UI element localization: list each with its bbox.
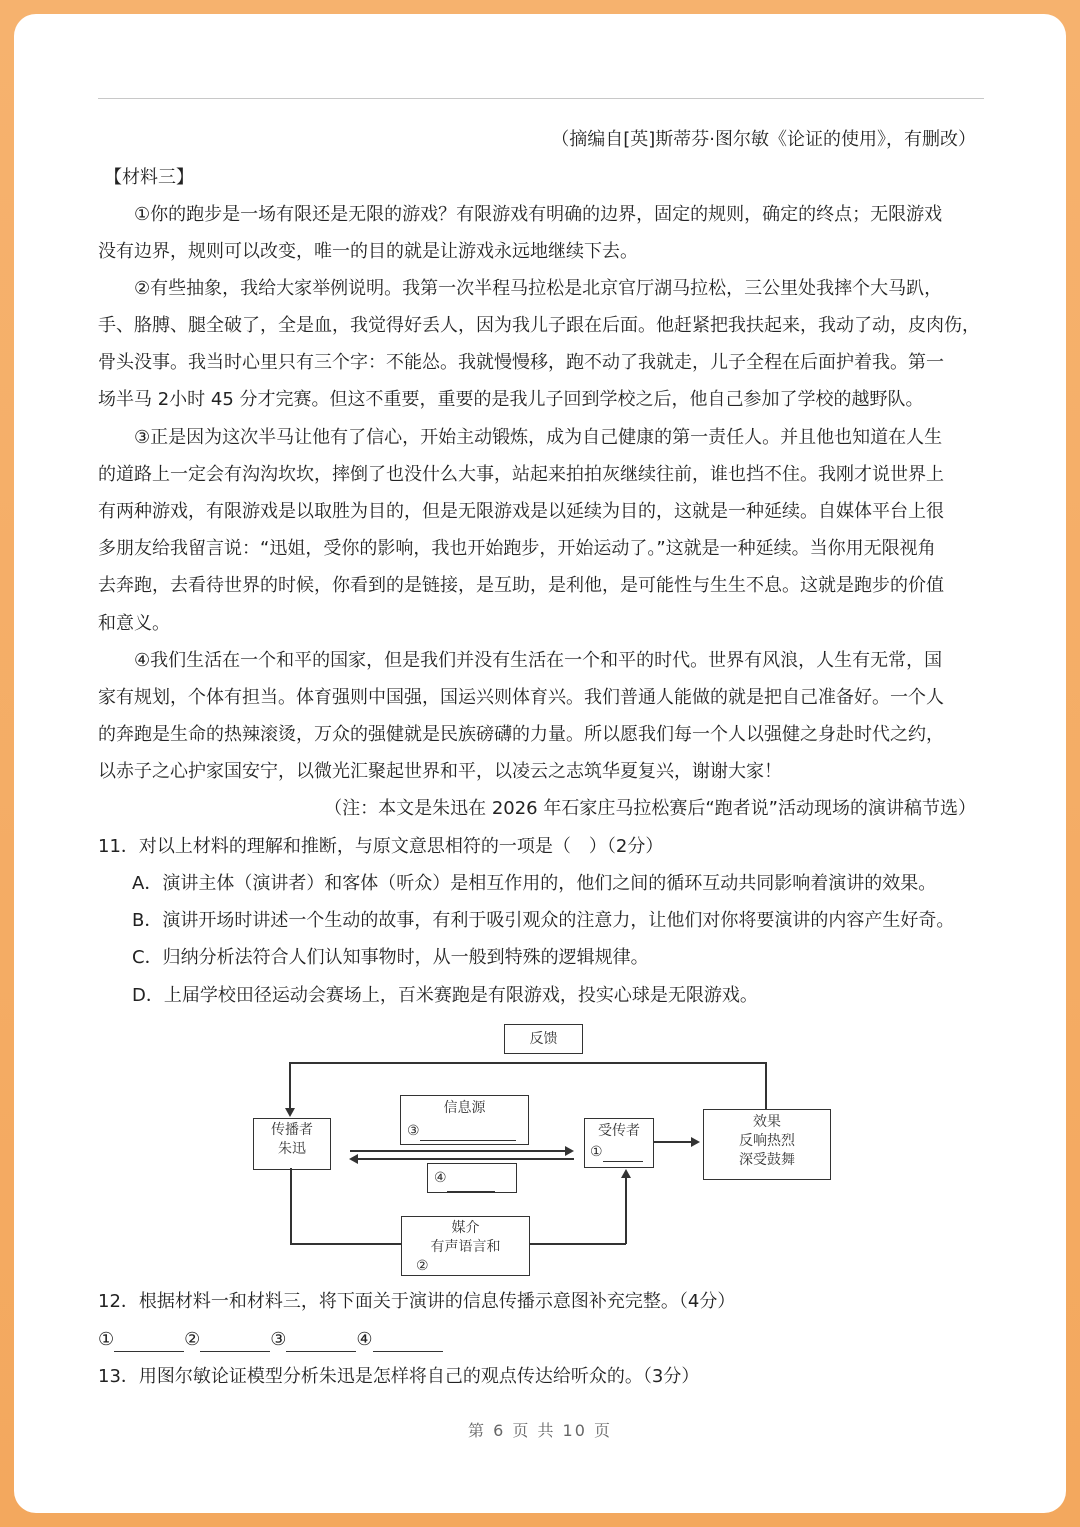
answer-blank-2[interactable] [200,1351,270,1352]
blank-4-box [427,1163,517,1193]
question-11-option-c: C．归纳分析法符合人们认知事物时，从一般到特殊的逻辑规律。 [132,947,649,968]
info-source-box [400,1095,529,1145]
sender-name: 朱迅 [278,1141,306,1157]
blank-2-line [429,1275,517,1276]
blank-1-mark: ① [590,1144,603,1160]
effect-line-1: 反响热烈 [739,1133,795,1149]
question-11-option-b: B．演讲开场时讲述一个生动的故事，有利于吸引观众的注意力，让他们对你将要演讲的内容产生好奇。 [132,910,955,931]
feedback-line-right [765,1062,767,1109]
blank-3-line [420,1140,516,1141]
answer-blank-3[interactable] [286,1351,356,1352]
info-source-title: 信息源 [443,1100,486,1116]
effect-line-2: 深受鼓舞 [739,1152,795,1168]
answer-blank-2-label: ② [184,1329,201,1350]
paragraph-line: 手、胳膊、腿全破了，全是血，我觉得好丢人，因为我儿子跟在后面。他赶紧把我扶起来，我动了动，皮肉伤， [98,315,980,336]
medium-line-right [625,1178,627,1244]
return-arrow-line [358,1158,574,1160]
note-line: （注：本文是朱迅在 2026 年石家庄马拉松赛后“跑者说”活动现场的演讲稿节选） [324,798,976,819]
question-11-option-a: A．演讲主体（演讲者）和客体（听众）是相互作用的，他们之间的循环互动共同影响着演讲的效果。 [132,873,937,894]
sender-box [253,1118,331,1170]
medium-line-left [290,1168,292,1244]
forward-arrow-line [350,1150,566,1152]
paragraph-line: 的奔跑是生命的热辣滚烫，万众的强健就是民族磅礴的力量。所以愿我们每一个人以强健之身赴时代之约， [98,724,944,745]
paragraph-line: ①你的跑步是一场有限还是无限的游戏？有限游戏有明确的边界，固定的规则，确定的终点；无限游戏 [134,204,943,225]
medium-arrow-head [621,1169,631,1178]
answer-blank-4-label: ④ [356,1329,373,1350]
question-13-stem: 13．用图尔敏论证模型分析朱迅是怎样将自己的观点传达给听众的。（3分） [98,1366,700,1387]
paragraph-line: ④我们生活在一个和平的国家，但是我们并没有生活在一个和平的时代。世界有风浪，人生有无常，国 [134,650,943,671]
blank-4-mark: ④ [434,1170,447,1186]
effect-box [703,1109,831,1180]
effect-arrow-line [654,1141,692,1143]
feedback-arrow [285,1108,295,1117]
answer-blank-3-label: ③ [270,1329,287,1350]
medium-line-bottom-left [290,1243,401,1245]
paragraph-line: 场半马 2小时 45 分才完赛。但这不重要，重要的是我儿子回到学校之后，他自己参加了学校的越野队。 [98,389,924,410]
feedback-line-top [289,1062,766,1064]
answer-blank-1[interactable] [114,1351,184,1352]
question-11-option-d: D．上届学校田径运动会赛场上，百米赛跑是有限游戏，投实心球是无限游戏。 [132,985,758,1006]
blank-1-line [603,1161,643,1162]
paragraph-line: 以赤子之心护家国安宁，以微光汇聚起世界和平，以凌云之志筑华夏复兴，谢谢大家！ [98,761,782,782]
effect-title: 效果 [753,1114,781,1130]
paragraph-line: 有两种游戏，有限游戏是以取胜为目的，但是无限游戏是以延续为目的，这就是一种延续。自媒体平台上很 [98,501,944,522]
medium-title: 媒介 [451,1220,480,1236]
paragraph-line: 的道路上一定会有沟沟坎坎，摔倒了也没什么大事，站起来拍拍灰继续往前，谁也挡不住。我刚才说世界上 [98,464,944,485]
paragraph-line: ②有些抽象，我给大家举例说明。我第一次半程马拉松是北京官厅湖马拉松，三公里处我摔个大马趴， [134,278,943,299]
medium-line-1: 有声语言和 [430,1239,501,1255]
feedback-box [504,1024,583,1054]
receiver-title: 受传者 [598,1123,640,1139]
page-footer: 第 6 页 共 10 页 [468,1421,612,1440]
medium-line-bottom-right [528,1243,626,1245]
forward-arrow-head [565,1146,574,1156]
blank-2-mark: ② [416,1258,429,1274]
return-arrow-head [349,1154,358,1164]
material-heading: 【材料三】 [104,167,194,188]
effect-arrow-head [691,1137,700,1147]
paragraph-line: 家有规划，个体有担当。体育强则中国强，国运兴则体育兴。我们普通人能做的就是把自己准备好。一个人 [98,687,944,708]
question-12-blanks [98,1328,443,1352]
paragraph-line: ③正是因为这次半马让他有了信心，开始主动锻炼，成为自己健康的第一责任人。并且他也知道在人生 [134,427,943,448]
blank-3-mark: ③ [407,1123,420,1139]
feedback-label: 反馈 [529,1031,558,1047]
source-citation: （摘编自[英]斯蒂芬·图尔敏《论证的使用》，有删改） [551,129,976,150]
feedback-line-left [289,1062,291,1108]
answer-blank-4[interactable] [373,1351,443,1352]
paragraph-line: 没有边界，规则可以改变，唯一的目的就是让游戏永远地继续下去。 [98,241,638,262]
receiver-box [584,1118,654,1168]
paragraph-line: 去奔跑，去看待世界的时候，你看到的是链接，是互助，是利他，是可能性与生生不息。这就是跑步的价值 [98,575,944,596]
medium-box [401,1216,530,1276]
paragraph-line: 和意义。 [98,613,170,634]
answer-blank-1-label: ① [98,1329,115,1350]
blank-4-line [447,1173,495,1192]
question-11-stem: 11．对以上材料的理解和推断，与原文意思相符的一项是（ ）（2分） [98,836,664,857]
question-12-stem: 12．根据材料一和材料三，将下面关于演讲的信息传播示意图补充完整。（4分） [98,1291,736,1312]
paragraph-line: 骨头没事。我当时心里只有三个字：不能怂。我就慢慢移，跑不动了我就走，儿子全程在后面护着我。第一 [98,352,944,373]
sender-title: 传播者 [271,1122,313,1138]
paragraph-line: 多朋友给我留言说：“迅姐，受你的影响，我也开始跑步，开始运动了。”这就是一种延续。当你用无限视角 [98,538,936,559]
top-divider [98,98,984,99]
